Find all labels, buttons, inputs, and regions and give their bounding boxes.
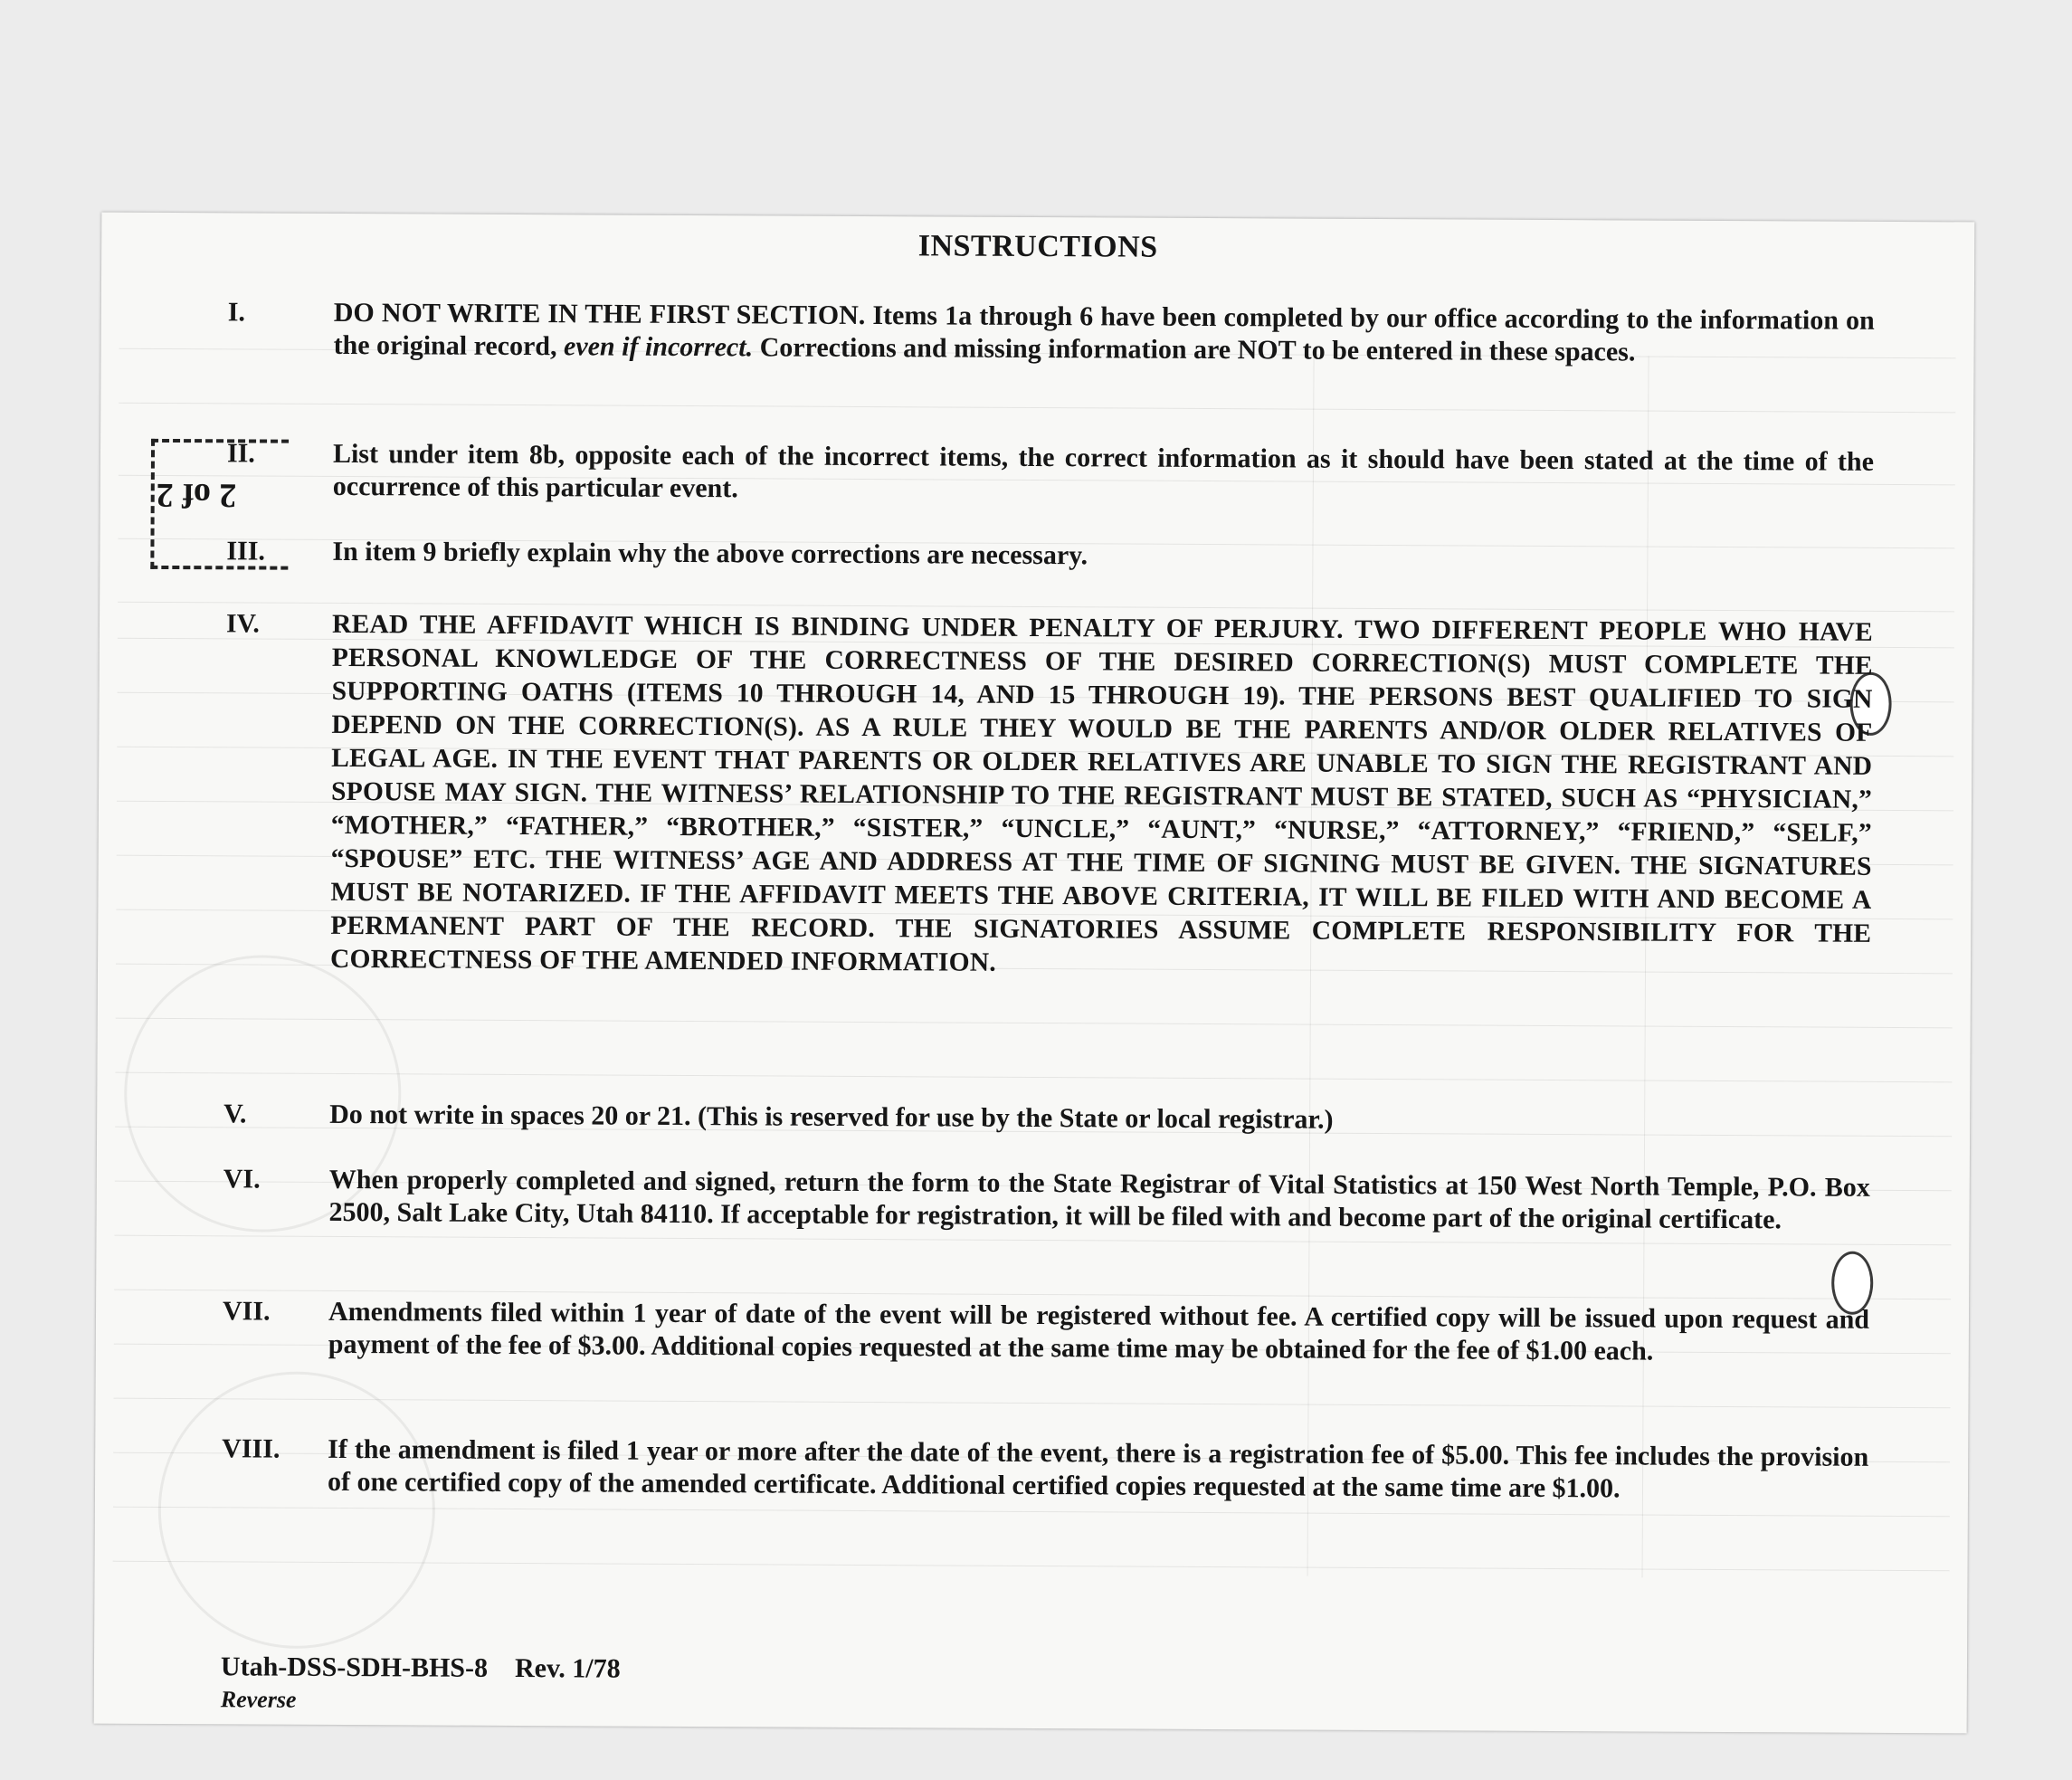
section-text: When properly completed and signed, return the form to the State Registrar of Vital Statistics at 150 West North Temple, P.O. Box 2500, Salt Lake City, Utah 84110. If acceptable for registration, it will be filed with and become part of the original certificate. xyxy=(328,1164,1870,1235)
instruction-section xyxy=(222,1433,1868,1507)
form-side-label: Reverse xyxy=(220,1686,297,1713)
page-title: INSTRUCTIONS xyxy=(917,229,1158,264)
section-text: READ THE AFFIDAVIT WHICH IS BINDING UNDER PENALTY OF PERJURY. TWO DIFFERENT PEOPLE WHO HAVE PERSONAL KNOWLEDGE OF THE CORRECTNESS OF THE DESIRED CORRECTION(S) MUST COMPLETE THE SUPPORTING OATHS (ITEMS 10 THROUGH 14, AND 15 THROUGH 19). THE PERSONS BEST QUALIFIED TO SIGN DEPEND ON THE CORRECTION(S). AS A RULE THEY WOULD BE THE PARENTS AND/OR OLDER RELATIVES OF LEGAL AGE. IN THE EVENT THAT PARENTS OR OLDER RELATIVES ARE UNABLE TO SIGN THE REGISTRANT AND SPOUSE MAY SIGN. THE WITNESS’ RELATIONSHIP TO THE REGISTRANT MUST BE STATED, SUCH AS “PHYSICIAN,” “MOTHER,” “FATHER,” “BROTHER,” “SISTER,” “UNCLE,” “AUNT,” “NURSE,” “ATTORNEY,” “FRIEND,” “SELF,” “SPOUSE” ETC. THE WITNESS’ AGE AND ADDRESS AT THE TIME OF SIGNING MUST BE GIVEN. THE SIGNATURES MUST BE NOTARIZED. IF THE AFFIDAVIT MEETS THE ABOVE CRITERIA, IT WILL BE FILED WITH AND BECOME A PERMANENT PART OF THE RECORD. THE SIGNATORIES ASSUME COMPLETE RESPONSIBILITY FOR THE CORRECTNESS OF THE AMENDED INFORMATION. xyxy=(329,609,1874,977)
section-number: III. xyxy=(226,536,266,566)
document-page xyxy=(94,213,1975,1734)
section-text: Amendments filed within 1 year of date of the event will be registered without fee. A certified copy will be issued upon request and payment of the fee of $3.00. Additional copies requested at the same time may be obtained for the fee of $1.00 each. xyxy=(328,1296,1870,1366)
section-number: IV. xyxy=(225,609,261,639)
section-text: Do not write in spaces 20 or 21. (This is reserved for use by the State or local registrar.) xyxy=(329,1099,1334,1135)
section-number: VI. xyxy=(223,1164,261,1195)
instruction-section xyxy=(228,296,1875,370)
section-number: V. xyxy=(223,1099,247,1129)
section-number: I. xyxy=(227,297,246,328)
instruction-section xyxy=(223,1163,1870,1237)
section-text: DO NOT WRITE IN THE FIRST SECTION. Items 1a through 6 have been completed by our office according to the information on the original record, even if incorrect. Corrections and missing information are NOT to be entered in these spaces. xyxy=(333,297,1875,367)
section-number: VII. xyxy=(222,1296,271,1327)
page-stamp: 2 of 2 xyxy=(156,475,237,515)
instruction-section xyxy=(224,607,1873,985)
section-text: If the amendment is filed 1 year or more after the date of the event, there is a registration fee of $5.00. This fee includes the provision of one certified copy of the amended certificate. Additional certified copies requested at the same time are $1.00. xyxy=(327,1433,1869,1504)
instruction-section xyxy=(223,1098,1870,1139)
instruction-section xyxy=(226,535,1873,576)
instruction-section xyxy=(223,1295,1869,1369)
section-number: VIII. xyxy=(222,1433,280,1464)
form-footer xyxy=(221,1651,621,1684)
notary-seal-impression xyxy=(157,1371,436,1650)
section-number: II. xyxy=(226,438,255,469)
form-revision: Rev. 1/78 xyxy=(514,1653,621,1684)
form-id: Utah-DSS-SDH-BHS-8 xyxy=(220,1651,489,1683)
instruction-section xyxy=(227,437,1874,511)
section-text: List under item 8b, opposite each of the incorrect items, the correct information as it should have been stated at the time of the occurrence of this particular event. xyxy=(332,438,1875,504)
section-text: In item 9 briefly explain why the above corrections are necessary. xyxy=(332,536,1088,571)
